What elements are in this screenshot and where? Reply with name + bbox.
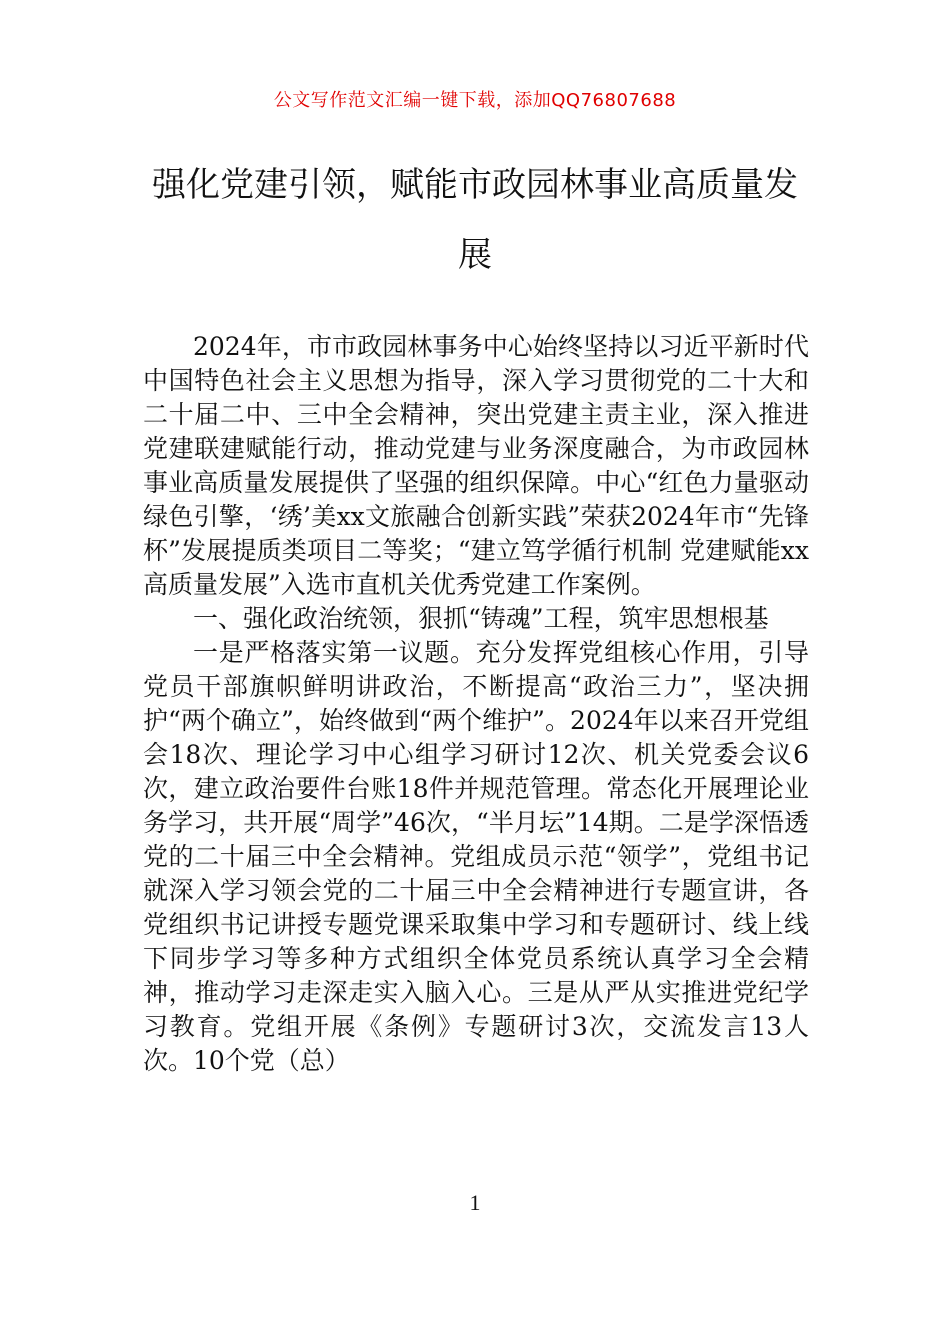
document-title: 强化党建引领，赋能市政园林事业高质量发展 bbox=[152, 165, 798, 275]
header-note: 公文写作范文汇编一键下载，添加QQ76807688 bbox=[273, 90, 677, 111]
document-body bbox=[143, 330, 809, 1078]
paragraph-intro: 2024年，市市政园林事务中心始终坚持以习近平新时代中国特色社会主义思想为指导，深入学习贯彻党的二十大和二十届二中、三中全会精神，突出党建主责主业，深入推进党建联建赋能行动，推动党建与业务深度融合，为市政园林事业高质量发展提供了坚强的组织保障。中心“红色力量驱动绿色引擎，‘绣’美xx文旅融合创新实践”荣获2024年市“先锋杯”发展提质类项目二等奖；“建立笃学循行机制 党建赋能xx高质量发展”入选市直机关优秀党建工作案例。 bbox=[143, 332, 809, 599]
paragraph-section-1: 一是严格落实第一议题。充分发挥党组核心作用，引导党员干部旗帜鲜明讲政治，不断提高“政治三力”，坚决拥护“两个确立”，始终做到“两个维护”。2024年以来召开党组会18次、理论学习中心组学习研讨12次、机关党委会议6次，建立政治要件台账18件并规范管理。常态化开展理论业务学习，共开展“周学”46次，“半月坛”14期。二是学深悟透党的二十届三中全会精神。党组成员示范“领学”，党组书记就深入学习领会党的二十届三中全会精神进行专题宣讲，各党组织书记讲授专题党课采取集中学习和专题研讨、线上线下同步学习等多种方式组织全体党员系统认真学习全会精神，推动学习走深走实入脑入心。三是从严从实推进党纪学习教育。党组开展《条例》专题研讨3次，交流发言13人次。10个党（总） bbox=[143, 638, 809, 1075]
section-heading-1: 一、强化政治统领，狠抓“铸魂”工程，筑牢思想根基 bbox=[193, 604, 769, 633]
page-number: 1 bbox=[469, 1190, 481, 1215]
